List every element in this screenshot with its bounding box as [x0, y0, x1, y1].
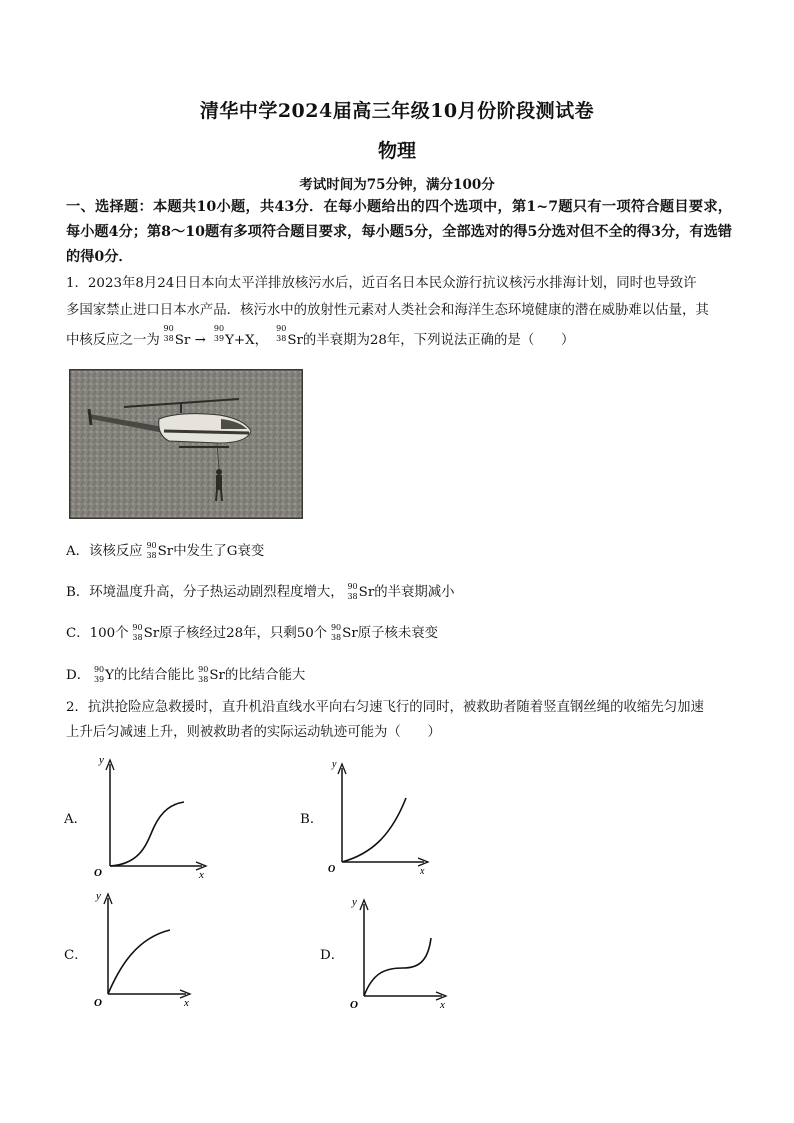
graph-option-b[interactable] — [326, 756, 436, 878]
sr-90-nuclide: 90 38 Sr — [163, 324, 191, 348]
question-1-line-2: 多国家禁止进口日本水产品．核污水中的放射性元素对人类社会和海洋生态环境健康的潜在威胁难以估量，其 — [66, 303, 709, 318]
x-axis-label: x — [440, 999, 445, 1011]
sr-90-nuclide: 90 38 Sr — [347, 582, 375, 601]
origin-label: O — [350, 999, 358, 1011]
question-1-line-3 — [66, 324, 732, 355]
y-axis-label: y — [352, 896, 357, 908]
q2-option-a[interactable]: A． — [64, 812, 88, 827]
x-axis-label: x — [184, 997, 189, 1009]
q1-option-c[interactable]: C．100个 90 38 Sr原子核经过28年，只剩50个 90 38 Sr原子核未衰变 — [66, 623, 439, 642]
x-axis-label: x — [420, 866, 425, 877]
q1-reaction-intro: 中核反应之一为 — [66, 333, 160, 348]
sr-90-nuclide: 90 38 Sr — [132, 623, 160, 642]
question-2-line-1: 2．抗洪抢险应急救援时，直升机沿直线水平向右匀速飞行的同时，被救助者随着竖直钢丝绳的收缩先匀加速 — [66, 700, 704, 715]
sr-90-nuclide: 90 38 Sr — [330, 623, 358, 642]
graph-option-d[interactable] — [348, 892, 452, 1012]
y-90-nuclide: 90 39 Y — [213, 324, 234, 348]
origin-label: O — [328, 864, 336, 875]
q1-question-stem: 的半衰期为28年，下列说法正确的是（ ） — [302, 333, 575, 348]
q1-option-d[interactable]: D． 90 39 Y的比结合能比 90 38 Sr的比结合能大 — [66, 665, 306, 684]
exam-title: 清华中学2024届高三年级10月份阶段测试卷 — [199, 100, 595, 122]
sr-90-nuclide: 90 38 Sr — [198, 665, 225, 684]
y-axis-label: y — [332, 759, 337, 770]
sr-90-nuclide: 90 38 Sr — [146, 541, 174, 560]
y-axis-label: y — [99, 754, 104, 766]
y-axis-label: y — [96, 890, 101, 902]
origin-label: O — [94, 997, 102, 1009]
q2-option-d[interactable]: D． — [320, 948, 345, 963]
x-axis-label: x — [199, 869, 204, 880]
reaction-arrow: → — [194, 333, 206, 348]
exam-time-info: 考试时间为75分钟，满分100分 — [299, 177, 495, 193]
q1-product-x: +X， — [233, 333, 269, 348]
question-2-line-2: 上升后匀减速上升，则被救助者的实际运动轨迹可能为（ ） — [66, 725, 441, 740]
q1-option-b[interactable]: B．环境温度升高，分子热运动剧烈程度增大， 90 38 Sr的半衰期减小 — [66, 582, 455, 601]
helicopter-rescue-photo — [69, 369, 303, 519]
sr-90-nuclide: 90 38 Sr — [276, 324, 303, 348]
origin-label: O — [94, 867, 102, 879]
question-1-line-1: 1．2023年8月24日日本向太平洋排放核污水后，近百名日本民众游行抗议核污水排海计划，同时也导致许 — [66, 276, 697, 291]
graph-option-a[interactable] — [92, 752, 217, 880]
section-instructions: 一、选择题：本题共10小题，共43分．在每小题给出的四个选项中，第1~7题只有一项符合题目要求，每小题4分；第8～10题有多项符合题目要求，每小题5分，全部选对的得5分选对但不全的得3分，有选错的得0分． — [66, 199, 732, 265]
q1-option-a[interactable]: A．该核反应 90 38 Sr中发生了G衰变 — [66, 541, 265, 560]
graph-option-c[interactable] — [92, 886, 197, 1010]
q2-option-b[interactable]: B． — [300, 812, 324, 827]
subject-title: 物理 — [377, 140, 416, 162]
q2-option-c[interactable]: C． — [64, 948, 88, 963]
y-90-nuclide: 90 39 Y — [93, 665, 114, 684]
